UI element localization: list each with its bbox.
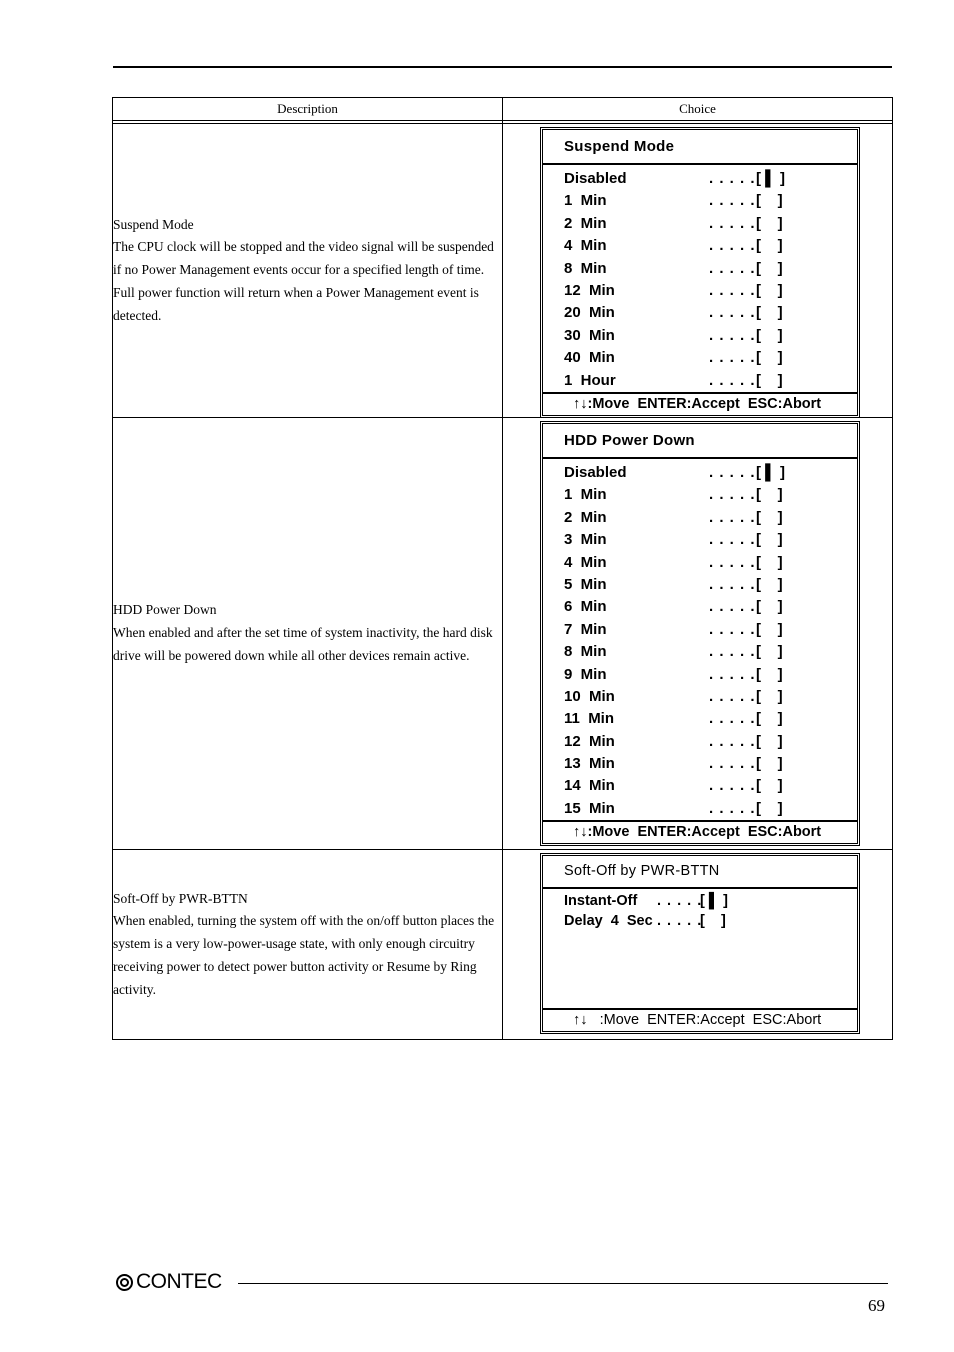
menu-option[interactable] xyxy=(543,574,857,596)
option-label: 9 Min xyxy=(564,665,607,683)
option-label: 7 Min xyxy=(564,620,607,638)
option-label: 30 Min xyxy=(564,326,615,344)
option-leader-dots: . . . . . xyxy=(709,643,756,661)
menu-options xyxy=(543,459,857,820)
option-leader-dots: . . . . . xyxy=(709,192,756,210)
option-label: 12 Min xyxy=(564,732,615,750)
row-choice xyxy=(503,418,893,850)
option-selection-mark: [ ] xyxy=(756,326,783,344)
menu-option[interactable] xyxy=(543,347,857,369)
menu-option[interactable] xyxy=(543,596,857,618)
option-leader-dots: . . . . . xyxy=(709,508,756,526)
menu-option[interactable] xyxy=(543,552,857,574)
menu-option[interactable] xyxy=(543,529,857,551)
option-label: Delay 4 Sec xyxy=(564,913,653,929)
option-leader-dots: . . . . . xyxy=(709,464,756,481)
option-leader-dots: . . . . . xyxy=(709,170,756,187)
menu-option[interactable] xyxy=(543,753,857,775)
option-leader-dots: . . . . . xyxy=(709,349,756,367)
row-description xyxy=(113,124,503,418)
header-description: Description xyxy=(113,98,503,121)
menu-title: Suspend Mode xyxy=(543,130,857,165)
option-label: 1 Hour xyxy=(564,371,616,389)
option-label: 13 Min xyxy=(564,755,615,773)
header-choice: Choice xyxy=(503,98,893,121)
option-label: 15 Min xyxy=(564,799,615,817)
contec-logo-icon xyxy=(116,1274,133,1291)
option-label: 11 Min xyxy=(564,710,615,728)
menu-option[interactable] xyxy=(543,258,857,280)
menu-title: Soft-Off by PWR-BTTN xyxy=(543,856,857,889)
option-selection-mark: [ ] xyxy=(756,553,783,571)
menu-option[interactable] xyxy=(543,302,857,324)
option-selection-mark: [ ] xyxy=(756,508,783,526)
option-selection-mark: [ ] xyxy=(756,304,783,322)
header-rule xyxy=(113,66,892,68)
option-label: 5 Min xyxy=(564,575,607,593)
option-selection-mark: [ ] xyxy=(756,281,783,299)
row-choice xyxy=(503,850,893,1040)
table-row xyxy=(113,418,893,850)
row-title: HDD Power Down xyxy=(113,602,217,618)
option-leader-dots: . . . . . xyxy=(709,777,756,795)
menu-option[interactable] xyxy=(543,708,857,730)
menu-footer: ↑↓:Move ENTER:Accept ESC:Abort xyxy=(543,392,857,415)
option-selection-mark: [ ▌ ] xyxy=(700,893,728,909)
bios-menu-suspend-mode xyxy=(540,127,860,418)
option-label: 8 Min xyxy=(564,643,607,661)
menu-option[interactable] xyxy=(543,507,857,529)
option-selection-mark: [ ] xyxy=(756,486,783,504)
option-selection-mark: [ ] xyxy=(756,371,783,389)
table-row xyxy=(113,850,893,1040)
row-title: Suspend Mode xyxy=(113,216,194,232)
option-label: 8 Min xyxy=(564,259,607,277)
option-selection-mark: [ ] xyxy=(756,710,783,728)
row-text: The CPU clock will be stopped and the video signal will be suspended if no Power Management events occur for a specified length of time. Full power function will return when a Power Management event is detected. xyxy=(113,239,498,323)
row-text: When enabled and after the set time of system inactivity, the hard disk drive will be powered down while all other devices remain active. xyxy=(113,625,493,663)
option-selection-mark: [ ] xyxy=(756,755,783,773)
option-selection-mark: [ ] xyxy=(756,531,783,549)
option-label: 14 Min xyxy=(564,777,615,795)
option-label: 1 Min xyxy=(564,486,607,504)
option-leader-dots: . . . . . xyxy=(709,371,756,389)
menu-option[interactable] xyxy=(543,731,857,753)
option-leader-dots: . . . . . xyxy=(709,710,756,728)
option-label: 10 Min xyxy=(564,687,615,705)
option-leader-dots: . . . . . xyxy=(709,665,756,683)
option-label: Disabled xyxy=(564,170,627,187)
menu-option[interactable] xyxy=(543,280,857,302)
option-selection-mark: [ ] xyxy=(756,687,783,705)
menu-option[interactable] xyxy=(543,370,857,392)
menu-option[interactable] xyxy=(543,484,857,506)
option-leader-dots: . . . . . xyxy=(709,575,756,593)
menu-option[interactable] xyxy=(543,911,857,931)
option-leader-dots: . . . . . xyxy=(709,304,756,322)
menu-options xyxy=(543,889,857,1008)
option-selection-mark: [ ] xyxy=(756,575,783,593)
option-selection-mark: [ ] xyxy=(756,259,783,277)
menu-option[interactable] xyxy=(543,641,857,663)
option-selection-mark: [ ] xyxy=(756,732,783,750)
menu-option[interactable] xyxy=(543,213,857,235)
option-leader-dots: . . . . . xyxy=(709,326,756,344)
option-leader-dots: . . . . . xyxy=(709,237,756,255)
option-leader-dots: . . . . . xyxy=(657,913,703,929)
option-leader-dots: . . . . . xyxy=(709,486,756,504)
option-selection-mark: [ ] xyxy=(756,192,783,210)
row-description xyxy=(113,850,503,1040)
option-selection-mark: [ ▌ ] xyxy=(756,170,785,187)
option-label: 1 Min xyxy=(564,192,607,210)
option-selection-mark: [ ▌ ] xyxy=(756,464,785,481)
menu-option[interactable] xyxy=(543,462,857,484)
menu-option[interactable] xyxy=(543,891,857,911)
option-label: 2 Min xyxy=(564,508,607,526)
menu-title: HDD Power Down xyxy=(543,424,857,459)
option-label: 4 Min xyxy=(564,237,607,255)
page-number: 69 xyxy=(868,1296,885,1315)
option-label: 40 Min xyxy=(564,349,615,367)
menu-footer: ↑↓:Move ENTER:Accept ESC:Abort xyxy=(543,820,857,843)
table-header-row xyxy=(113,98,893,121)
menu-option[interactable] xyxy=(543,168,857,190)
option-selection-mark: [ ] xyxy=(756,620,783,638)
menu-option[interactable] xyxy=(543,325,857,347)
option-leader-dots: . . . . . xyxy=(709,687,756,705)
menu-option[interactable] xyxy=(543,775,857,797)
option-selection-mark: [ ] xyxy=(700,913,726,929)
option-label: 20 Min xyxy=(564,304,615,322)
menu-option[interactable] xyxy=(543,664,857,686)
option-leader-dots: . . . . . xyxy=(709,553,756,571)
option-selection-mark: [ ] xyxy=(756,349,783,367)
row-choice xyxy=(503,124,893,418)
option-leader-dots: . . . . . xyxy=(709,598,756,616)
menu-option[interactable] xyxy=(543,798,857,820)
menu-option[interactable] xyxy=(543,619,857,641)
bios-menu-hdd-power-down xyxy=(540,421,860,846)
option-label: 3 Min xyxy=(564,531,607,549)
option-leader-dots: . . . . . xyxy=(709,755,756,773)
bios-menu-soft-off xyxy=(540,853,860,1034)
option-selection-mark: [ ] xyxy=(756,237,783,255)
option-label: Disabled xyxy=(564,464,627,481)
option-selection-mark: [ ] xyxy=(756,598,783,616)
row-text: When enabled, turning the system off with the on/off button places the system is a very low-power-usage state, with only enough circuitry receiving power to detect power button activity or Resume by Ring activity. xyxy=(113,913,495,997)
footer-rule xyxy=(238,1283,888,1284)
option-leader-dots: . . . . . xyxy=(709,259,756,277)
option-leader-dots: . . . . . xyxy=(709,799,756,817)
table-row xyxy=(113,124,893,418)
option-leader-dots: . . . . . xyxy=(709,214,756,232)
menu-option[interactable] xyxy=(543,190,857,212)
menu-option[interactable] xyxy=(543,235,857,257)
option-selection-mark: [ ] xyxy=(756,665,783,683)
option-label: 6 Min xyxy=(564,598,607,616)
menu-options xyxy=(543,165,857,392)
menu-option[interactable] xyxy=(543,686,857,708)
row-description xyxy=(113,418,503,850)
option-label: 12 Min xyxy=(564,281,615,299)
option-leader-dots: . . . . . xyxy=(709,531,756,549)
brand-name: CONTEC xyxy=(136,1270,222,1293)
option-label: 4 Min xyxy=(564,553,607,571)
menu-footer: ↑↓ :Move ENTER:Accept ESC:Abort xyxy=(543,1008,857,1031)
settings-table xyxy=(112,97,893,1040)
option-selection-mark: [ ] xyxy=(756,799,783,817)
option-selection-mark: [ ] xyxy=(756,214,783,232)
option-leader-dots: . . . . . xyxy=(709,620,756,638)
option-label: 2 Min xyxy=(564,214,607,232)
option-selection-mark: [ ] xyxy=(756,777,783,795)
row-title: Soft-Off by PWR-BTTN xyxy=(113,890,248,906)
contec-logo xyxy=(116,1270,222,1294)
option-leader-dots: . . . . . xyxy=(709,281,756,299)
option-label: Instant-Off xyxy=(564,893,638,909)
option-leader-dots: . . . . . xyxy=(657,893,703,909)
option-selection-mark: [ ] xyxy=(756,643,783,661)
option-leader-dots: . . . . . xyxy=(709,732,756,750)
